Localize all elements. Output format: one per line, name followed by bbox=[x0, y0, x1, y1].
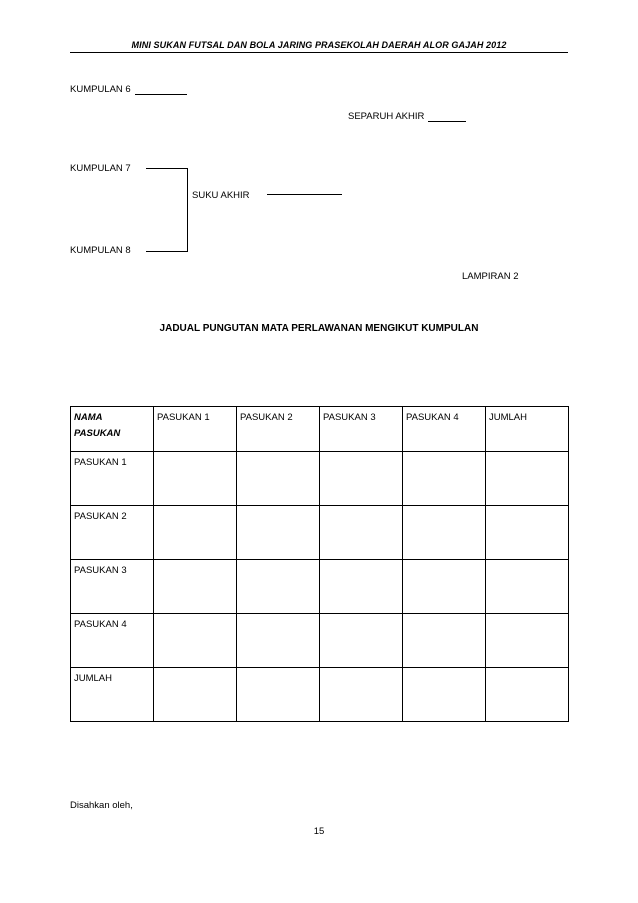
table-header-row bbox=[71, 407, 569, 452]
score-cell bbox=[403, 668, 486, 722]
header-team-name-line2: PASUKAN bbox=[74, 428, 121, 439]
score-cell bbox=[486, 614, 569, 668]
score-cell bbox=[320, 614, 403, 668]
score-table bbox=[70, 406, 569, 722]
page-number: 15 bbox=[313, 826, 325, 837]
row-label: JUMLAH bbox=[71, 668, 154, 722]
group6-line bbox=[135, 94, 187, 95]
score-cell bbox=[320, 560, 403, 614]
score-cell bbox=[320, 506, 403, 560]
row-label: PASUKAN 4 bbox=[71, 614, 154, 668]
row-label: PASUKAN 2 bbox=[71, 506, 154, 560]
score-cell bbox=[403, 506, 486, 560]
score-cell bbox=[237, 452, 320, 506]
group8-label: KUMPULAN 8 bbox=[70, 245, 131, 256]
score-cell bbox=[486, 560, 569, 614]
score-cell bbox=[237, 506, 320, 560]
table-title: JADUAL PUNGUTAN MATA PERLAWANAN MENGIKUT KUMPULAN bbox=[159, 323, 479, 334]
header-cell: PASUKAN 3 bbox=[320, 407, 403, 452]
table-row bbox=[71, 614, 569, 668]
bracket-vertical-line bbox=[187, 168, 188, 252]
score-cell bbox=[486, 506, 569, 560]
group7-label: KUMPULAN 7 bbox=[70, 163, 131, 174]
score-cell bbox=[154, 506, 237, 560]
header-team-name-line1: NAMA bbox=[74, 412, 103, 423]
table-row bbox=[71, 506, 569, 560]
quarterfinal-line bbox=[267, 194, 342, 195]
table-row bbox=[71, 560, 569, 614]
semifinal-label: SEPARUH AKHIR bbox=[348, 111, 425, 122]
quarterfinal-label: SUKU AKHIR bbox=[192, 190, 250, 201]
score-cell bbox=[154, 668, 237, 722]
appendix-label: LAMPIRAN 2 bbox=[462, 271, 519, 282]
row-label: PASUKAN 1 bbox=[71, 452, 154, 506]
header-cell: PASUKAN 2 bbox=[237, 407, 320, 452]
score-cell bbox=[320, 668, 403, 722]
header-cell: PASUKAN 1 bbox=[154, 407, 237, 452]
score-cell bbox=[154, 560, 237, 614]
score-cell bbox=[486, 668, 569, 722]
table-row bbox=[71, 668, 569, 722]
score-cell bbox=[486, 452, 569, 506]
header-cell: JUMLAH bbox=[486, 407, 569, 452]
group7-connector bbox=[146, 168, 188, 169]
group8-connector bbox=[146, 251, 188, 252]
score-cell bbox=[237, 668, 320, 722]
signature-label: Disahkan oleh, bbox=[70, 800, 133, 811]
header-rule bbox=[70, 52, 568, 53]
semifinal-line bbox=[428, 121, 466, 122]
row-label: PASUKAN 3 bbox=[71, 560, 154, 614]
score-cell bbox=[403, 452, 486, 506]
score-cell bbox=[237, 614, 320, 668]
header-cell-team-name bbox=[71, 407, 154, 452]
score-cell bbox=[237, 560, 320, 614]
header-cell: PASUKAN 4 bbox=[403, 407, 486, 452]
table-row bbox=[71, 452, 569, 506]
score-cell bbox=[154, 452, 237, 506]
score-cell bbox=[403, 614, 486, 668]
group6-label: KUMPULAN 6 bbox=[70, 84, 131, 95]
score-cell bbox=[320, 452, 403, 506]
score-cell bbox=[403, 560, 486, 614]
score-cell bbox=[154, 614, 237, 668]
running-header: MINI SUKAN FUTSAL DAN BOLA JARING PRASEKOLAH DAERAH ALOR GAJAH 2012 bbox=[131, 40, 507, 50]
